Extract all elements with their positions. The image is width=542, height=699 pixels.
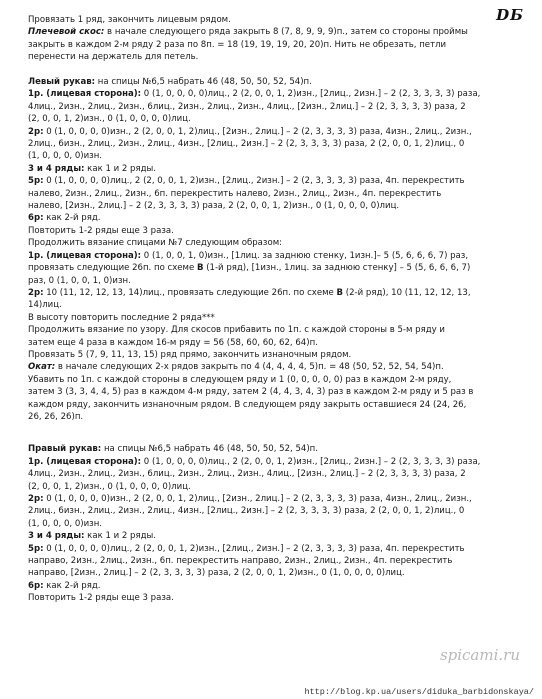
- text-run: 0 (1, 0, 0, 0, 0)изн., 2 (2, 0, 0, 1, 2)лиц., [2изн., 2лиц.] – 2 (2, 3, 3, 3, 3) раза, 4изн., 2лиц., 2изн.,: [43, 126, 472, 137]
- text-line: 26, 26, 26)п.: [28, 411, 84, 422]
- text-line: [28, 493, 530, 505]
- footer-url: http://blog.kp.ua/users/diduka_barbidonskaya/: [0, 685, 542, 699]
- text-run: 0 (1, 0, 0, 0, 0)лиц., 2 (2, 0, 0, 1, 2)изн., [2лиц., 2изн.] – 2 (2, 3, 3, 3, 3) раза,: [141, 456, 481, 467]
- row-label: 6р:: [28, 580, 44, 591]
- text-line: 4лиц., 2изн., 2лиц., 2изн., 6лиц., 2изн., 2лиц., 2изн., 4лиц., [2изн., 2лиц.] – 2 (2, 3, 3, 3, 3) раза, 2: [28, 101, 466, 112]
- text-line: [28, 361, 530, 373]
- text-line: [28, 212, 530, 224]
- text-line: [28, 175, 530, 187]
- text-line: Убавить по 1п. с каждой стороны в следующем ряду и 1 (0, 0, 0, 0, 0) раз в каждом 2-м ряду,: [28, 374, 452, 385]
- text-run: провязать следующие 26п. по схеме: [28, 263, 197, 274]
- text-run: в начале следующих 2-х рядов закрыть по 4 (4, 4, 4, 4, 5)п. = 48 (50, 52, 52, 54, 54)п.: [55, 362, 444, 373]
- text-line: затем еще 4 раза в каждом 16-м ряду = 56 (58, 60, 60, 62, 64)п.: [28, 337, 318, 348]
- section-heading: Левый рукав:: [28, 77, 96, 88]
- section-heading: Окат:: [28, 362, 56, 373]
- text-run: как 1 и 2 ряды.: [84, 531, 156, 542]
- text-line: Повторить 1-2 ряды еще 3 раза.: [28, 593, 174, 604]
- text-line: Повторить 1-2 ряды еще 3 раза.: [28, 225, 174, 236]
- text-line: [28, 580, 530, 592]
- text-line: [28, 287, 530, 299]
- text-line: перенести на держатель для петель.: [28, 52, 199, 63]
- text-line: [28, 76, 530, 88]
- row-label: 2р:: [28, 126, 44, 137]
- text-line: [28, 26, 530, 38]
- text-run: как 2-й ряд.: [43, 580, 101, 591]
- text-run: как 1 и 2 ряды.: [84, 163, 156, 174]
- section-heading: Плечевой скос:: [28, 27, 105, 38]
- text-line: [28, 456, 530, 468]
- spacer: [28, 423, 530, 443]
- text-line: раз, 0 (1, 0, 0, 1, 0)изн.: [28, 275, 131, 286]
- text-line: [28, 126, 530, 138]
- row-label: 3 и 4 ряды:: [28, 531, 85, 542]
- text-line: Провязать 1 ряд, закончить лицевым рядом.: [28, 15, 231, 25]
- text-line: 14)лиц.: [28, 300, 62, 311]
- text-line: [28, 163, 530, 175]
- text-line: [28, 250, 530, 262]
- row-label: 5р:: [28, 543, 44, 554]
- row-label: 2р:: [28, 287, 44, 298]
- text-line: Продолжить вязание спицами №7 следующим образом:: [28, 238, 283, 249]
- text-line: направо, [2изн., 2лиц.] – 2 (2, 3, 3, 3, 3) раза, 2 (2, 0, 0, 1, 2)изн., 0 (1, 0, 0, 0, 0)лиц.: [28, 568, 405, 579]
- chart-ref: В: [336, 287, 344, 298]
- text-run: 0 (1, 0, 0, 0, 0)лиц., 2 (2, 0, 0, 1, 2)изн., [2лиц., 2изн.] – 2 (2, 3, 3, 3, 3) раза,: [141, 89, 481, 100]
- text-run: как 2-й ряд.: [43, 213, 101, 224]
- row-label: 6р:: [28, 213, 44, 224]
- text-line: [28, 543, 530, 555]
- text-line: [28, 88, 530, 100]
- text-line: налево, 2изн., 2лиц., 2изн., 6п. перекрестить налево, 2изн., 2лиц., 2изн., 4п. перекрестить: [28, 188, 442, 199]
- chart-ref: В: [196, 263, 204, 274]
- text-run: на спицы №6,5 набрать 46 (48, 50, 50, 52, 54)п.: [101, 444, 318, 455]
- text-line: (1, 0, 0, 0, 0)изн.: [28, 518, 102, 529]
- text-line: налево, [2изн., 2лиц.] – 2 (2, 3, 3, 3, 3) раза, 2 (2, 0, 0, 1, 2)изн., 0 (1, 0, 0, 0, 0)лиц.: [28, 201, 400, 212]
- row-label: 2р:: [28, 494, 44, 505]
- text-line: направо, 2изн., 2лиц., 2изн., 6п. перекрестить направо, 2изн., 2лиц., 2изн., 4п. перекрестить: [28, 556, 453, 567]
- text-line: (2, 0, 0, 1, 2)изн., 0 (1, 0, 0, 0, 0)лиц.: [28, 114, 191, 125]
- text-run: 0 (1, 0, 0, 0, 0)изн., 2 (2, 0, 0, 1, 2)лиц., [2изн., 2лиц.] – 2 (2, 3, 3, 3, 3) раза, 4изн., 2лиц., 2изн.,: [43, 494, 472, 505]
- text-line: Провязать 5 (7, 9, 11, 13, 15) ряд прямо, закончить изнаночным рядом.: [28, 349, 352, 360]
- text-run: 0 (1, 0, 0, 0, 0)лиц., 2 (2, 0, 0, 1, 2)изн., [2лиц., 2изн.] – 2 (2, 3, 3, 3, 3) раза, 4п. перекрестить: [43, 176, 465, 187]
- row-label: 1р. (лицевая сторона):: [28, 456, 142, 467]
- row-label: 1р. (лицевая сторона):: [28, 250, 142, 261]
- text-line: закрыть в каждом 2-м ряду 2 раза по 8п. = 18 (19, 19, 19, 20, 20)п. Нить не обрезать, петли: [28, 39, 447, 50]
- text-run: 10 (11, 12, 12, 13, 14)лиц., провязать следующие 26п. по схеме: [43, 287, 337, 298]
- text-line: (1, 0, 0, 0, 0)изн.: [28, 151, 102, 162]
- site-watermark: spicami.ru: [439, 646, 520, 664]
- row-label: 5р:: [28, 176, 44, 187]
- text-line: 4лиц., 2изн., 2лиц., 2изн., 6лиц., 2изн., 2лиц., 2изн., 4лиц., [2изн., 2лиц.] – 2 (2, 3, 3, 3, 3) раза, 2: [28, 469, 466, 480]
- text-run: в начале следующего ряда закрыть 8 (7, 8, 9, 9, 9)п., затем со стороны проймы: [104, 27, 468, 38]
- text-line: [28, 262, 530, 274]
- text-line: 2лиц., 6изн., 2лиц., 2изн., 2лиц., 4изн., [2лиц., 2изн.] – 2 (2, 3, 3, 3, 3) раза, 2 (2, 0, 0, 1, 2)лиц., 0: [28, 506, 465, 517]
- text-line: 2лиц., 6изн., 2лиц., 2изн., 2лиц., 4изн., [2лиц., 2изн.] – 2 (2, 3, 3, 3, 3) раза, 2 (2, 0, 0, 1, 2)лиц., 0: [28, 139, 465, 150]
- text-line: затем 3 (3, 3, 4, 4, 5) раз в каждом 4-м ряду, затем 2 (4, 4, 3, 4, 3) раз в каждом 2-м ряду и 5 раз в: [28, 387, 474, 398]
- row-label: 3 и 4 ряды:: [28, 163, 85, 174]
- row-label: 1р. (лицевая сторона):: [28, 89, 142, 100]
- text-line: [28, 530, 530, 542]
- text-run: (1-й ряд), [1изн., 1лиц. за заднюю стенку] – 5 (5, 6, 6, 6, 7): [203, 263, 471, 274]
- text-line: Продолжить вязание по узору. Для скосов прибавить по 1п. с каждой стороны в 5-м ряду и: [28, 325, 445, 336]
- text-line: [28, 443, 530, 455]
- text-run: на спицы №6,5 набрать 46 (48, 50, 50, 52, 54)п.: [95, 77, 312, 88]
- corner-badge: DБ: [496, 6, 524, 24]
- text-line: В высоту повторить последние 2 ряда***: [28, 312, 215, 323]
- text-run: 0 (1, 0, 0, 0, 0)лиц., 2 (2, 0, 0, 1, 2)изн., [2лиц., 2изн.] – 2 (2, 3, 3, 3, 3) раза, 4п. перекрестить: [43, 543, 465, 554]
- spacer: [28, 64, 530, 76]
- text-run: 0 (1, 0, 0, 1, 0)изн., [1лиц. за заднюю стенку, 1изн.]– 5 (5, 6, 6, 6, 7) раз,: [141, 250, 469, 261]
- section-heading: Правый рукав:: [28, 444, 102, 455]
- text-run: (2-й ряд), 10 (11, 12, 12, 13,: [343, 287, 471, 298]
- text-line: каждом ряду, закончить изнаночным рядом. В следующем ряду закрыть оставшиеся 24 (24, 26,: [28, 399, 467, 410]
- text-line: (2, 0, 0, 1, 2)изн., 0 (1, 0, 0, 0, 0)лиц.: [28, 481, 191, 492]
